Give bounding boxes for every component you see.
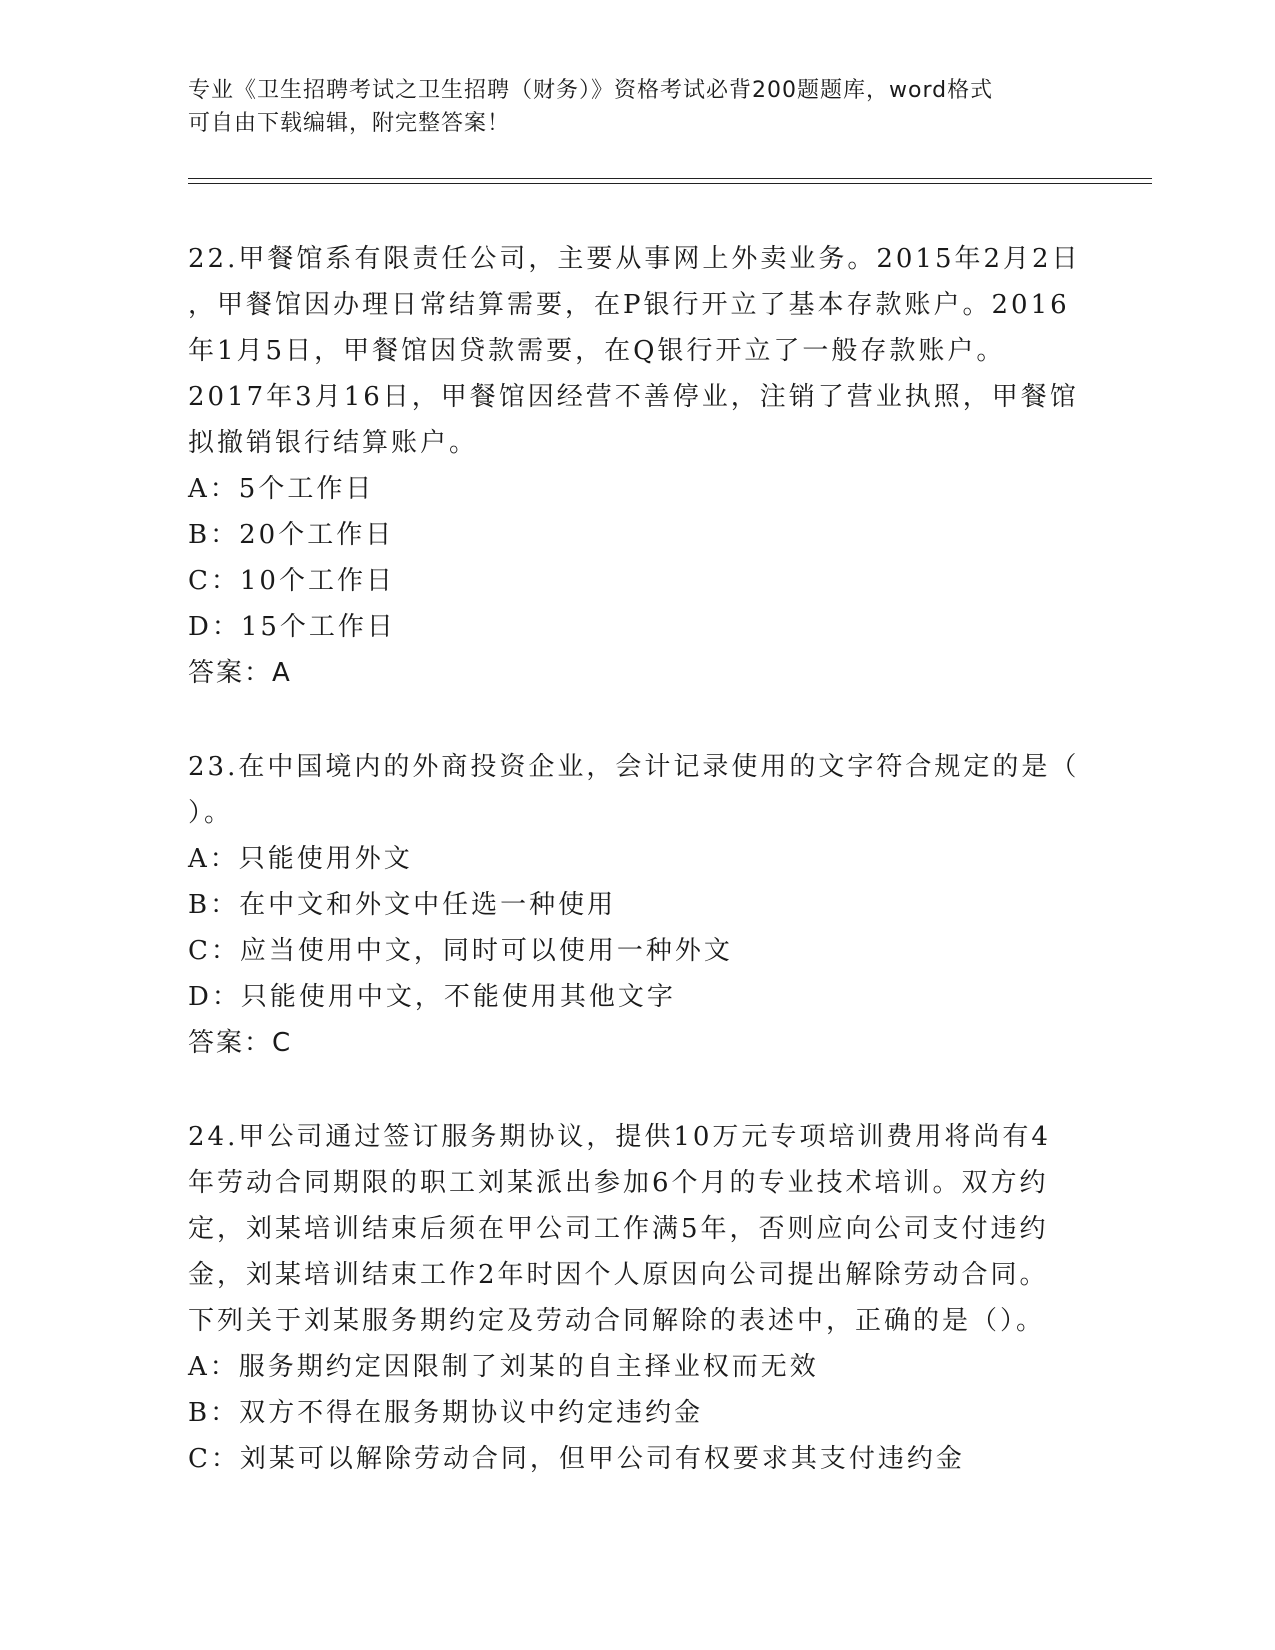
- question-text-line: 2017年3月16日，甲餐馆因经营不善停业，注销了营业执照，甲餐馆: [188, 382, 1079, 412]
- header-divider-top: [188, 178, 1152, 179]
- option-d: D：只能使用中文，不能使用其他文字: [188, 982, 676, 1012]
- question-text-line: 拟撤销银行结算账户。: [188, 428, 479, 458]
- question-text-line: 下列关于刘某服务期约定及劳动合同解除的表述中，正确的是（）。: [188, 1306, 1046, 1336]
- answer-line: 答案：C: [188, 1028, 293, 1058]
- header-line-1: 专业《卫生招聘考试之卫生招聘（财务）》资格考试必背200题题库，word格式: [188, 78, 994, 103]
- option-a: A：服务期约定因限制了刘某的自主择业权而无效: [188, 1352, 819, 1382]
- document-header: [188, 74, 1068, 140]
- question-text-line: 年1月5日，甲餐馆因贷款需要，在Q银行开立了一般存款账户。: [188, 336, 1006, 366]
- question-text-line: ）。: [188, 798, 234, 828]
- option-a: A：只能使用外文: [188, 844, 413, 874]
- question-list: [188, 236, 1088, 1482]
- option-b: B：20个工作日: [188, 520, 395, 550]
- option-c: C：刘某可以解除劳动合同，但甲公司有权要求其支付违约金: [188, 1444, 965, 1474]
- question-text-line: 24.甲公司通过签订服务期协议，提供10万元专项培训费用将尚有4: [188, 1122, 1051, 1152]
- question-text-line: 定，刘某培训结束后须在甲公司工作满5年，否则应向公司支付违约: [188, 1214, 1049, 1244]
- question-23: [188, 744, 1088, 1066]
- question-text-line: 年劳动合同期限的职工刘某派出参加6个月的专业技术培训。双方约: [188, 1168, 1049, 1198]
- question-spacer: [188, 696, 1088, 744]
- question-24: [188, 1114, 1088, 1482]
- question-22: [188, 236, 1088, 696]
- option-a: A：5个工作日: [188, 474, 375, 504]
- option-d: D：15个工作日: [188, 612, 396, 642]
- question-text-line: ，甲餐馆因办理日常结算需要，在P银行开立了基本存款账户。2016: [188, 290, 1070, 320]
- question-spacer: [188, 1066, 1088, 1114]
- answer-line: 答案：A: [188, 658, 292, 688]
- option-b: B：在中文和外文中任选一种使用: [188, 890, 617, 920]
- option-c: C：应当使用中文，同时可以使用一种外文: [188, 936, 733, 966]
- question-text-line: 金，刘某培训结束工作2年时因个人原因向公司提出解除劳动合同。: [188, 1260, 1049, 1290]
- option-c: C：10个工作日: [188, 566, 395, 596]
- header-divider-bottom: [188, 183, 1152, 184]
- question-text-line: 23.在中国境内的外商投资企业，会计记录使用的文字符合规定的是（: [188, 752, 1080, 782]
- option-b: B：双方不得在服务期协议中约定违约金: [188, 1398, 704, 1428]
- question-text-line: 22.甲餐馆系有限责任公司，主要从事网上外卖业务。2015年2月2日: [188, 244, 1081, 274]
- header-line-2: 可自由下载编辑，附完整答案！: [188, 111, 511, 136]
